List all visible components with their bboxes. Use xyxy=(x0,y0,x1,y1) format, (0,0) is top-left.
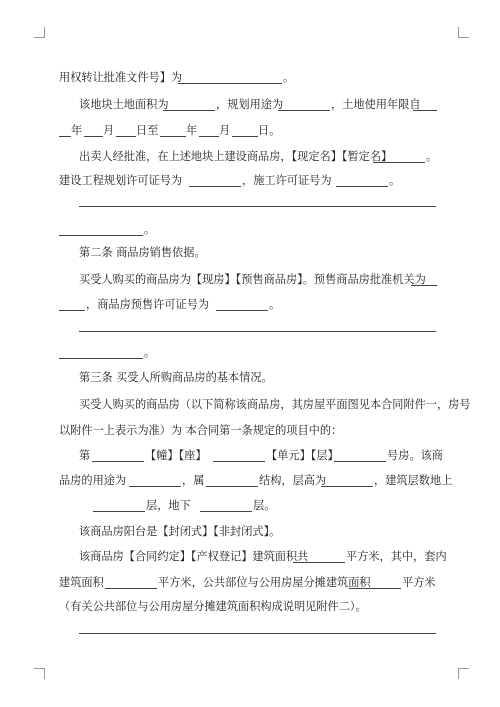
text: 第三条 买受人所购商品房的基本情况。 xyxy=(79,371,273,384)
text: 第二条 商品房销售依据。 xyxy=(79,246,206,259)
text: 年 xyxy=(186,124,198,137)
building-unit-line xyxy=(0,446,500,466)
text: 月 xyxy=(219,124,231,137)
text: ，属 xyxy=(182,474,205,487)
presale-permit-line xyxy=(0,295,500,315)
blank-field[interactable] xyxy=(200,511,252,512)
text: 。 xyxy=(426,150,438,163)
blank-field[interactable] xyxy=(59,310,85,311)
text: 年 xyxy=(71,124,83,137)
text: 品房的用途为 xyxy=(59,474,127,487)
text: 出卖人经批准，在上述地块上建设商品房，【现定名】【暂定名】 xyxy=(79,150,393,163)
text: 日。 xyxy=(258,124,281,137)
blank-field[interactable] xyxy=(59,235,143,236)
text: （有关公共部位与公用房屋分摊建筑面积构成说明见附件二）。 xyxy=(59,600,367,613)
text: 日至 xyxy=(136,124,159,137)
permit-line xyxy=(0,171,500,191)
land-term-line xyxy=(0,121,500,141)
blank-continuation-line xyxy=(0,220,500,240)
text: 【幢】【座】 xyxy=(145,449,207,462)
blank-field[interactable] xyxy=(206,486,258,487)
blank-field[interactable] xyxy=(278,110,330,111)
blank-field[interactable] xyxy=(59,358,143,359)
crop-mark-top-left xyxy=(34,27,45,38)
text: 。 xyxy=(389,174,401,187)
blank-field[interactable] xyxy=(178,83,282,84)
blank-field[interactable] xyxy=(84,136,103,137)
text: 平方米，公共部位与公用房屋分摊建筑面积 xyxy=(158,576,371,589)
text: 。 xyxy=(144,223,156,236)
text: 用权转让批准文件号】为 xyxy=(59,71,183,84)
blank-continuation-line xyxy=(0,343,500,363)
project-name-line xyxy=(0,147,500,167)
text: 该地块土地面积为 xyxy=(79,98,169,111)
house-description-line xyxy=(0,395,500,415)
blank-field[interactable] xyxy=(413,110,437,111)
text: 层，地下 xyxy=(146,499,191,512)
blank-field[interactable] xyxy=(59,136,71,137)
blank-field[interactable] xyxy=(92,461,144,462)
blank-field[interactable] xyxy=(334,461,386,462)
house-number-note-line xyxy=(0,421,500,441)
text: 买受人购买的商品房（以下简称该商品房，其房屋平面图见本合同附件一，房号 xyxy=(79,398,471,411)
article-3-heading xyxy=(0,368,500,388)
text: 第 xyxy=(79,449,91,462)
area-line xyxy=(0,547,500,567)
land-approval-line xyxy=(0,68,500,88)
blank-field[interactable] xyxy=(293,562,345,563)
text: ，建筑层数地上 xyxy=(374,474,453,487)
text: ，施工许可证号为 xyxy=(242,174,332,187)
blank-field[interactable] xyxy=(160,136,186,137)
blank-field[interactable] xyxy=(321,486,373,487)
balcony-line xyxy=(0,522,500,542)
blank-field[interactable] xyxy=(129,486,181,487)
blank-field[interactable] xyxy=(349,588,401,589)
floors-line xyxy=(0,496,500,516)
text: ，规划用途为 xyxy=(216,98,284,111)
blank-field[interactable] xyxy=(116,136,136,137)
text: 【单元】【层】 xyxy=(266,449,339,462)
text: 。 xyxy=(144,346,156,359)
text: 该商品房【合同约定】【产权登记】建筑面积共 xyxy=(79,550,309,563)
blank-line[interactable] xyxy=(79,331,436,332)
text: 以附件一上表示为准）为 本合同第一条规定的项目中的： xyxy=(59,424,343,437)
text: 层。 xyxy=(253,499,276,512)
blank-field[interactable] xyxy=(105,588,157,589)
blank-field[interactable] xyxy=(189,186,241,187)
blank-field[interactable] xyxy=(411,285,437,286)
blank-field[interactable] xyxy=(163,110,215,111)
blank-field[interactable] xyxy=(216,310,268,311)
blank-field[interactable] xyxy=(213,461,265,462)
text: 该商品房阳台是【封闭式】【非封闭式】。 xyxy=(79,525,281,538)
text: 建设工程规划许可证号为 xyxy=(59,174,183,187)
usage-structure-line xyxy=(0,471,500,491)
text: 。 xyxy=(283,71,295,84)
blank-field[interactable] xyxy=(373,162,425,163)
interior-area-line xyxy=(0,573,500,593)
land-area-line xyxy=(0,95,500,115)
blank-field[interactable] xyxy=(232,136,258,137)
text: 结构，层高为 xyxy=(259,474,327,487)
shared-area-note-line xyxy=(0,597,500,617)
text: 建筑面积 xyxy=(59,576,104,589)
crop-mark-bottom-right xyxy=(458,668,469,679)
text: 平方米，其中，套内 xyxy=(346,550,447,563)
blank-line[interactable] xyxy=(79,206,436,207)
blank-field[interactable] xyxy=(199,136,219,137)
text: 号房。该商 xyxy=(387,449,443,462)
blank-field[interactable] xyxy=(336,186,388,187)
text: 平方米 xyxy=(402,576,436,589)
blank-line[interactable] xyxy=(79,633,436,634)
article-2-heading xyxy=(0,243,500,263)
text: 买受人购买的商品房为【现房】【预售商品房】。预售商品房批准机关为 xyxy=(79,273,426,286)
crop-mark-bottom-left xyxy=(34,668,45,679)
text: ，土地使用年限自 xyxy=(331,98,421,111)
blank-field[interactable] xyxy=(93,511,145,512)
text: 月 xyxy=(103,124,115,137)
sale-basis-line xyxy=(0,270,500,290)
text: ，商品房预售许可证号为 xyxy=(86,298,210,311)
text: 。 xyxy=(269,298,281,311)
crop-mark-top-right xyxy=(458,27,469,38)
